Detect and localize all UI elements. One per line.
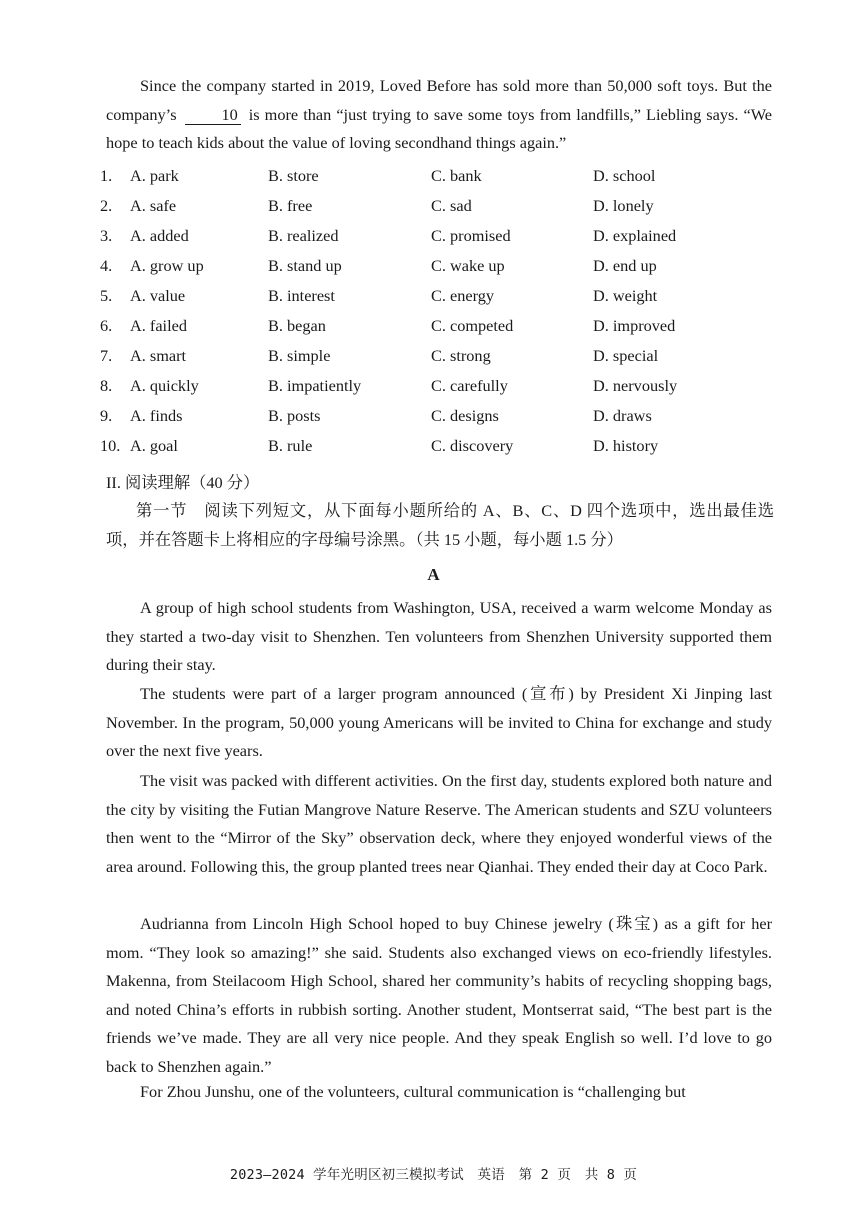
option-c: C. sad [431, 196, 472, 215]
option-row [100, 372, 780, 402]
option-b: B. stand up [268, 256, 342, 275]
option-d: D. school [593, 166, 656, 185]
option-a: A. finds [130, 406, 183, 425]
option-a: A. smart [130, 346, 187, 365]
option-d: D. nervously [593, 376, 678, 395]
option-a: A. added [130, 226, 189, 245]
option-c: C. competed [431, 316, 514, 335]
question-number: 6. [100, 316, 113, 335]
question-number: 10. [100, 436, 121, 455]
question-number: 1. [100, 166, 113, 185]
option-d: D. lonely [593, 196, 654, 215]
question-number: 9. [100, 406, 113, 425]
question-number: 5. [100, 286, 113, 305]
blank-10: 10 [185, 106, 241, 125]
options-table [100, 162, 780, 462]
option-a: A. goal [130, 436, 178, 455]
option-b: B. impatiently [268, 376, 362, 395]
option-a: A. safe [130, 196, 177, 215]
option-row [100, 312, 780, 342]
option-d: D. history [593, 436, 659, 455]
option-b: B. posts [268, 406, 321, 425]
option-b: B. rule [268, 436, 313, 455]
option-c: C. energy [431, 286, 495, 305]
option-b: B. free [268, 196, 313, 215]
question-number: 3. [100, 226, 113, 245]
option-c: C. wake up [431, 256, 505, 275]
passage-paragraph-1: A group of high school students from Washington, USA, received a warm welcome Monday as they started a two-day visit to Shenzhen. Ten volunteers from Shenzhen University supported them during their stay. [106, 598, 772, 675]
intro-paragraph [106, 72, 772, 158]
option-a: A. failed [130, 316, 187, 335]
intro-text-1: Since the company started in 2019, Loved Before has sold more than 50,000 soft toys. But the company’s [106, 76, 772, 124]
section-instruction [106, 496, 774, 554]
passage-paragraph-2: The students were part of a larger program announced (宣布) by President Xi Jinping last November. In the program, 50,000 young Americans will be invited to China for exchange and study over the next five years. [106, 684, 772, 761]
option-b: B. realized [268, 226, 339, 245]
question-number: 4. [100, 256, 113, 275]
option-b: B. began [268, 316, 326, 335]
option-c: C. carefully [431, 376, 508, 395]
option-row [100, 192, 780, 222]
option-c: C. bank [431, 166, 482, 185]
option-d: D. explained [593, 226, 677, 245]
option-row [100, 252, 780, 282]
intro-text-2: is more than “just trying to save some toys from landfills,” Liebling says. “We hope to teach kids about the value of loving secondhand things again.” [106, 104, 773, 153]
option-b: B. interest [268, 286, 335, 305]
option-row [100, 162, 780, 192]
option-d: D. special [593, 346, 659, 365]
passage-paragraph-3: The visit was packed with different activities. On the first day, students explored both nature and the city by visiting the Futian Mangrove Nature Reserve. The American students and SZU volunteers then went to the “Mirror of the Sky” observation deck, where they enjoyed wonderful views of the area around. Following this, the group planted trees near Qianhai. They ended their day at Coco Park. [106, 771, 772, 876]
option-d: D. end up [593, 256, 657, 275]
question-number: 8. [100, 376, 113, 395]
option-row [100, 222, 780, 252]
option-a: A. quickly [130, 376, 199, 395]
passage-paragraph-5: For Zhou Junshu, one of the volunteers, cultural communication is “challenging but [140, 1082, 686, 1101]
option-row [100, 402, 780, 432]
option-c: C. discovery [431, 436, 514, 455]
instruction-text: 第一节 阅读下列短文，从下面每小题所给的 A、B、C、D 四个选项中，选出最佳选项，并在答题卡上将相应的字母编号涂黑。（共 15 小题，每小题 1.5 分） [106, 501, 774, 549]
section-heading: II. 阅读理解（40 分） [106, 473, 260, 492]
question-number: 7. [100, 346, 113, 365]
option-d: D. improved [593, 316, 676, 335]
option-a: A. grow up [130, 256, 204, 275]
option-c: C. designs [431, 406, 499, 425]
page-footer: 2023—2024 学年光明区初三模拟考试 英语 第 2 页 共 8 页 [229, 1167, 638, 1183]
option-row [100, 432, 780, 462]
option-row [100, 342, 780, 372]
option-b: B. simple [268, 346, 331, 365]
passage-title: A [427, 565, 440, 584]
option-row [100, 282, 780, 312]
option-c: C. strong [431, 346, 491, 365]
option-a: A. value [130, 286, 186, 305]
option-b: B. store [268, 166, 319, 185]
question-number: 2. [100, 196, 113, 215]
option-a: A. park [130, 166, 179, 185]
option-d: D. weight [593, 286, 658, 305]
passage-paragraph-4: Audrianna from Lincoln High School hoped to buy Chinese jewelry (珠宝) as a gift for her mom. “They look so amazing!” she said. Students also exchanged views on eco-friendly lifestyles. Makenna, from Steilacoom High School, shared her community’s habits of recycling shopping bags, and noted China’s efforts in rubbish sorting. Another student, Montserrat said, “The best part is the friends we’ve made. They are all very nice people. And they speak English so well. I’d love to go back to Shenzhen again.” [106, 914, 772, 1076]
option-d: D. draws [593, 406, 652, 425]
option-c: C. promised [431, 226, 511, 245]
